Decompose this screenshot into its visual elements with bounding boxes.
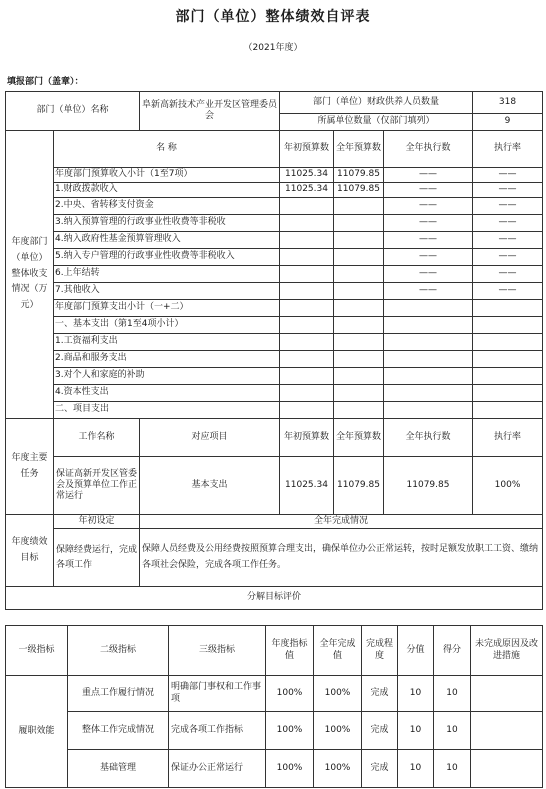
goals-section-label: 年度绩效目标 <box>6 515 54 587</box>
eval-row-l3: 完成各项工作指标 <box>169 712 266 750</box>
table-row <box>6 266 543 283</box>
budget-row-name: 4.资本性支出 <box>54 385 280 402</box>
budget-row-exec: —— <box>384 232 473 249</box>
eval-row-score: 10 <box>434 676 471 712</box>
budget-row-initial <box>280 351 334 368</box>
eval-header-actual: 全年完成值 <box>314 626 362 676</box>
budget-row-rate <box>473 385 543 402</box>
budget-row-exec: —— <box>384 249 473 266</box>
table-row <box>6 249 543 266</box>
budget-row-exec: —— <box>384 283 473 300</box>
budget-row-exec <box>384 334 473 351</box>
table-row <box>6 368 543 385</box>
budget-row-name: 一、基本支出（第1至4项小计） <box>54 317 280 334</box>
budget-row-full <box>334 351 384 368</box>
dept-name-label: 部门（单位）名称 <box>6 92 140 131</box>
budget-row-full <box>334 232 384 249</box>
table-row <box>6 676 543 712</box>
eval-row-degree: 完成 <box>362 750 398 788</box>
table-row <box>6 183 543 198</box>
filler-label: 填报部门（盖章）： <box>7 77 84 87</box>
budget-row-full <box>334 283 384 300</box>
budget-header-rate: 执行率 <box>473 131 543 168</box>
table-row <box>6 300 543 317</box>
sub-unit-count-value: 9 <box>473 114 543 131</box>
budget-row-exec <box>384 402 473 419</box>
eval-row-l2: 整体工作完成情况 <box>68 712 169 750</box>
budget-row-name: 1.工资福利支出 <box>54 334 280 351</box>
budget-row-name: 4.纳入政府性基金预算管理收入 <box>54 232 280 249</box>
eval-header-l2: 二级指标 <box>68 626 169 676</box>
table-row <box>6 402 543 419</box>
table-row <box>6 351 543 368</box>
eval-row-reason <box>471 712 543 750</box>
eval-row-actual: 100% <box>314 750 362 788</box>
eval-row-l3: 明确部门事权和工作事项 <box>169 676 266 712</box>
eval-row-target: 100% <box>266 712 314 750</box>
task-name: 保证高新开发区管委会及预算单位工作正常运行 <box>54 457 140 515</box>
budget-row-exec: —— <box>384 183 473 198</box>
budget-row-exec <box>384 317 473 334</box>
task-item: 基本支出 <box>140 457 280 515</box>
table-row <box>6 317 543 334</box>
budget-row-initial <box>280 300 334 317</box>
budget-row-initial: 11025.34 <box>280 183 334 198</box>
budget-row-name: 二、项目支出 <box>54 402 280 419</box>
budget-row-full <box>334 385 384 402</box>
tasks-header-item: 对应项目 <box>140 419 280 457</box>
budget-row-initial <box>280 385 334 402</box>
budget-row-full <box>334 334 384 351</box>
budget-row-name: 6.上年结转 <box>54 266 280 283</box>
table-row <box>6 457 543 515</box>
budget-table <box>5 91 543 610</box>
budget-row-rate: —— <box>473 283 543 300</box>
budget-row-rate <box>473 351 543 368</box>
eval-header-l1: 一级指标 <box>6 626 68 676</box>
budget-row-full <box>334 266 384 283</box>
staff-count-label: 部门（单位）财政供养人员数量 <box>280 92 473 114</box>
eval-header-score-full: 分值 <box>398 626 434 676</box>
budget-row-full <box>334 402 384 419</box>
eval-row-score-full: 10 <box>398 712 434 750</box>
budget-row-exec: —— <box>384 215 473 232</box>
budget-row-name: 3.对个人和家庭的补助 <box>54 368 280 385</box>
eval-row-l2: 重点工作履行情况 <box>68 676 169 712</box>
eval-row-score-full: 10 <box>398 750 434 788</box>
budget-row-full <box>334 198 384 215</box>
budget-row-exec <box>384 300 473 317</box>
eval-row-actual: 100% <box>314 676 362 712</box>
budget-row-name: 2.商品和服务支出 <box>54 351 280 368</box>
tasks-header-rate: 执行率 <box>473 419 543 457</box>
budget-header-full: 全年预算数 <box>334 131 384 168</box>
table-row <box>6 283 543 300</box>
goals-initial-text: 保障经费运行，完成各项工作 <box>54 529 140 587</box>
page-subtitle: （2021年度） <box>243 43 303 53</box>
budget-row-initial <box>280 215 334 232</box>
budget-row-exec <box>384 368 473 385</box>
eval-row-degree: 完成 <box>362 712 398 750</box>
task-initial: 11025.34 <box>280 457 334 515</box>
budget-row-initial <box>280 317 334 334</box>
sub-unit-count-label: 所属单位数量（仅部门填列） <box>280 114 473 131</box>
budget-row-name: 2.中央、省转移支付资金 <box>54 198 280 215</box>
dept-name-value: 阜新高新技术产业开发区管理委员会 <box>140 92 280 131</box>
budget-row-rate: —— <box>473 249 543 266</box>
budget-row-rate <box>473 368 543 385</box>
eval-row-reason <box>471 676 543 712</box>
budget-row-exec: —— <box>384 266 473 283</box>
eval-group-label: 履职效能 <box>6 676 68 788</box>
budget-row-initial <box>280 266 334 283</box>
budget-row-full <box>334 249 384 266</box>
budget-header-initial: 年初预算数 <box>280 131 334 168</box>
budget-row-full: 11079.85 <box>334 183 384 198</box>
eval-row-l3: 保证办公正常运行 <box>169 750 266 788</box>
budget-row-rate: —— <box>473 232 543 249</box>
budget-row-initial <box>280 368 334 385</box>
eval-row-score-full: 10 <box>398 676 434 712</box>
evaluation-section-label: 分解目标评价 <box>6 587 543 610</box>
budget-section-label: 年度部门（单位）整体收支情况（万元） <box>6 131 54 419</box>
table-row <box>6 385 543 402</box>
budget-row-initial <box>280 334 334 351</box>
budget-row-rate: —— <box>473 198 543 215</box>
budget-row-rate: —— <box>473 183 543 198</box>
goals-completion-header: 全年完成情况 <box>140 515 543 529</box>
budget-row-exec: —— <box>384 168 473 183</box>
evaluation-table <box>5 625 543 788</box>
budget-row-initial <box>280 402 334 419</box>
budget-row-full <box>334 368 384 385</box>
eval-row-reason <box>471 750 543 788</box>
eval-row-score: 10 <box>434 750 471 788</box>
tasks-header-exec: 全年执行数 <box>384 419 473 457</box>
budget-row-full <box>334 215 384 232</box>
table-row <box>6 334 543 351</box>
eval-header-degree: 完成程度 <box>362 626 398 676</box>
eval-row-target: 100% <box>266 676 314 712</box>
budget-row-name: 7.其他收入 <box>54 283 280 300</box>
budget-row-initial <box>280 198 334 215</box>
tasks-header-initial: 年初预算数 <box>280 419 334 457</box>
budget-row-rate <box>473 334 543 351</box>
tasks-header-task: 工作名称 <box>54 419 140 457</box>
budget-row-initial <box>280 283 334 300</box>
budget-row-rate <box>473 317 543 334</box>
goals-initial-header: 年初设定 <box>54 515 140 529</box>
table-row <box>6 232 543 249</box>
budget-row-full <box>334 317 384 334</box>
budget-row-initial: 11025.34 <box>280 168 334 183</box>
budget-row-rate <box>473 402 543 419</box>
task-rate: 100% <box>473 457 543 515</box>
budget-row-rate <box>473 300 543 317</box>
budget-row-initial <box>280 249 334 266</box>
budget-row-full: 11079.85 <box>334 168 384 183</box>
budget-row-name: 5.纳入专户管理的行政事业性收费等非税收入 <box>54 249 280 266</box>
budget-row-rate: —— <box>473 168 543 183</box>
eval-row-target: 100% <box>266 750 314 788</box>
budget-row-exec <box>384 385 473 402</box>
eval-header-reason: 未完成原因及改进措施 <box>471 626 543 676</box>
table-row <box>6 198 543 215</box>
eval-header-score: 得分 <box>434 626 471 676</box>
budget-row-full <box>334 300 384 317</box>
staff-count-value: 318 <box>473 92 543 114</box>
eval-header-target: 年度指标值 <box>266 626 314 676</box>
budget-row-name: 年度部门预算收入小计（1至7项） <box>54 168 280 183</box>
budget-row-exec <box>384 351 473 368</box>
goals-completion-text: 保障人员经费及公用经费按照预算合理支出，确保单位办公正常运转，按时足额发放职工工资、缴纳各项社会保险，完成各项工作任务。 <box>140 529 543 587</box>
tasks-header-full: 全年预算数 <box>334 419 384 457</box>
eval-row-degree: 完成 <box>362 676 398 712</box>
eval-row-score: 10 <box>434 712 471 750</box>
table-row <box>6 215 543 232</box>
budget-row-name: 年度部门预算支出小计（一+二） <box>54 300 280 317</box>
eval-row-actual: 100% <box>314 712 362 750</box>
table-row <box>6 712 543 750</box>
budget-row-name: 1.财政拨款收入 <box>54 183 280 198</box>
task-full: 11079.85 <box>334 457 384 515</box>
eval-header-l3: 三级指标 <box>169 626 266 676</box>
table-row <box>6 168 543 183</box>
budget-row-initial <box>280 232 334 249</box>
budget-header-exec: 全年执行数 <box>384 131 473 168</box>
eval-row-l2: 基础管理 <box>68 750 169 788</box>
tasks-section-label: 年度主要任务 <box>6 419 54 515</box>
task-exec: 11079.85 <box>384 457 473 515</box>
table-row <box>6 750 543 788</box>
budget-row-exec: —— <box>384 198 473 215</box>
budget-row-rate: —— <box>473 215 543 232</box>
budget-row-name: 3.纳入预算管理的行政事业性收费等非税收 <box>54 215 280 232</box>
page-title: 部门（单位）整体绩效自评表 <box>175 9 371 25</box>
budget-row-rate: —— <box>473 266 543 283</box>
budget-header-name: 名 称 <box>54 131 280 168</box>
